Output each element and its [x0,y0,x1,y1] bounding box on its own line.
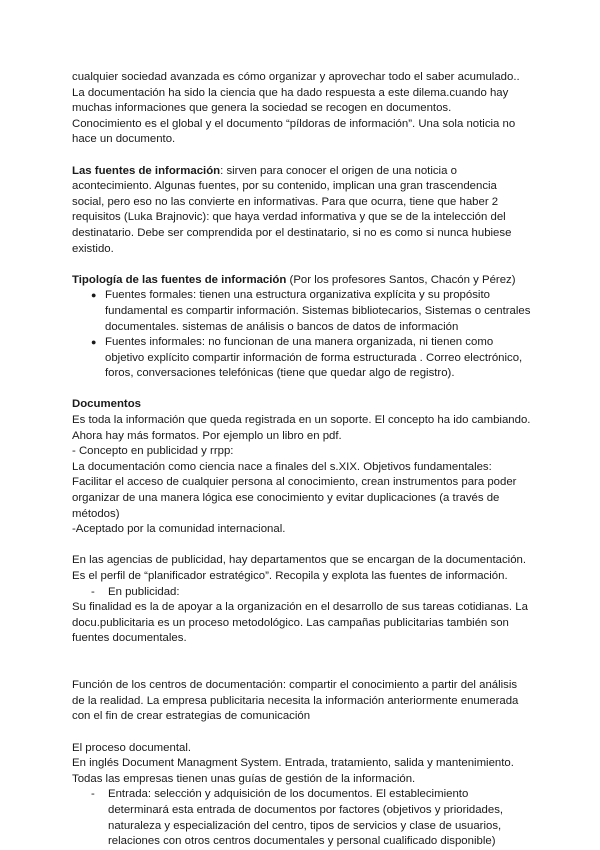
documentos-paragraph-2: - Concepto en publicidad y rrpp: [72,445,234,458]
proceso-paragraph-3: Todas las empresas tienen unas guías de gestión de la información. [72,772,416,785]
agencias-dash-list [72,585,532,601]
fuentes-paragraph [72,164,532,258]
list-item-text: Fuentes informales: no funcionan de una manera organizada, ni tienen como objetivo explícito compartir información de forma estructurada . Correo electrónico, foros, conversaciones telefónicas (tiene que quedar algo de registro). [105,336,523,380]
list-item-text: En publicidad: [108,585,180,598]
tipologia-subtitle: (Por los profesores Santos, Chacón y Pérez) [286,273,516,286]
documentos-paragraph-3: La documentación como ciencia nace a finales del s.XIX. Objetivos fundamentales: Facilitar el acceso de cualquier persona al conocimiento, crean instrumentos para poder organizar de una manera lógica ese conocimiento y evitar duplicaciones (a través de métodos) [72,460,517,520]
documentos-paragraph-1: Es toda la información que queda registrada en un soporte. El concepto ha ido cambiando. Ahora hay más formatos. Por ejemplo un libro en pdf. [72,414,531,442]
funcion-paragraph: Función de los centros de documentación: compartir el conocimiento a partir del análisis de la realidad. La empresa publicitaria necesita la información anteriormente enumerada con el fin de crear estrategias de comunicación [72,679,519,723]
proceso-dash-list [72,787,532,849]
list-item [93,335,532,382]
bullet-icon: ● [91,337,97,348]
documentos-heading: Documentos [72,398,141,411]
proceso-paragraph-2: En inglés Document Managment System. Entrada, tratamiento, salida y mantenimiento. [72,757,514,770]
agencias-paragraph-1: En las agencias de publicidad, hay departamentos que se encargan de la documentación. Es el perfil de “planificador estratégico”. Recopila y explota las fuentes de información. [72,554,527,582]
bullet-icon: ● [91,290,97,301]
list-item-text: Fuentes formales: tienen una estructura organizativa explícita y su propósito fundamental es compartir información. Sistemas bibliotecarios, Sistemas o centrales documentales. sistemas de análisis o bancos de datos de información [105,289,531,333]
list-item [91,585,532,601]
dash-icon: - [91,788,95,801]
document-page [72,70,532,850]
list-item-text: Entrada: selección y adquisición de los documentos. El establecimiento determinará esta entrada de documentos por factores (objetivos y prioridades, naturaleza y especialización del centro, tipos de servicios y clase de usuarios, relaciones con otros centros documentales y personal cualificado disponible) [108,788,504,848]
documentos-paragraph-4: -Aceptado por la comunidad internacional. [72,523,286,536]
tipologia-heading-line [72,273,532,289]
list-item [93,288,532,335]
fuentes-text: : sirven para conocer el origen de una noticia o acontecimiento. Algunas fuentes, por su contenido, implican una gran trascendencia social, pero eso no las convierte en informativas. Para que ocurra, tiene que haber 2 requisitos (Luka Brajnovic): que haya verdad informativa y que se de la intelección del destinatario. Debe ser comprendida por el destinatario, si no es como si nunca hubiese existido. [72,164,512,255]
list-item [91,787,532,849]
intro-paragraph-1: cualquier sociedad avanzada es cómo organizar y aprovechar todo el saber acumulado.. La documentación ha sido la ciencia que ha dado respuesta a este dilema.cuando hay muchas informaciones que genera la sociedad se recogen en documentos. [72,71,520,115]
tipologia-heading: Tipología de las fuentes de información [72,273,287,286]
tipologia-list [72,288,532,382]
agencias-paragraph-2: Su finalidad es la de apoyar a la organización en el desarrollo de sus tareas cotidianas. La docu.publicitaria es un proceso metodológico. Las campañas publicitarias también son fuentes documentales. [72,601,528,645]
intro-paragraph-2: Conocimiento es el global y el documento “píldoras de información”. Una sola noticia no hace un documento. [72,117,516,146]
fuentes-heading: Las fuentes de información [72,164,221,177]
proceso-paragraph-1: El proceso documental. [72,741,192,754]
dash-icon: - [91,585,95,598]
